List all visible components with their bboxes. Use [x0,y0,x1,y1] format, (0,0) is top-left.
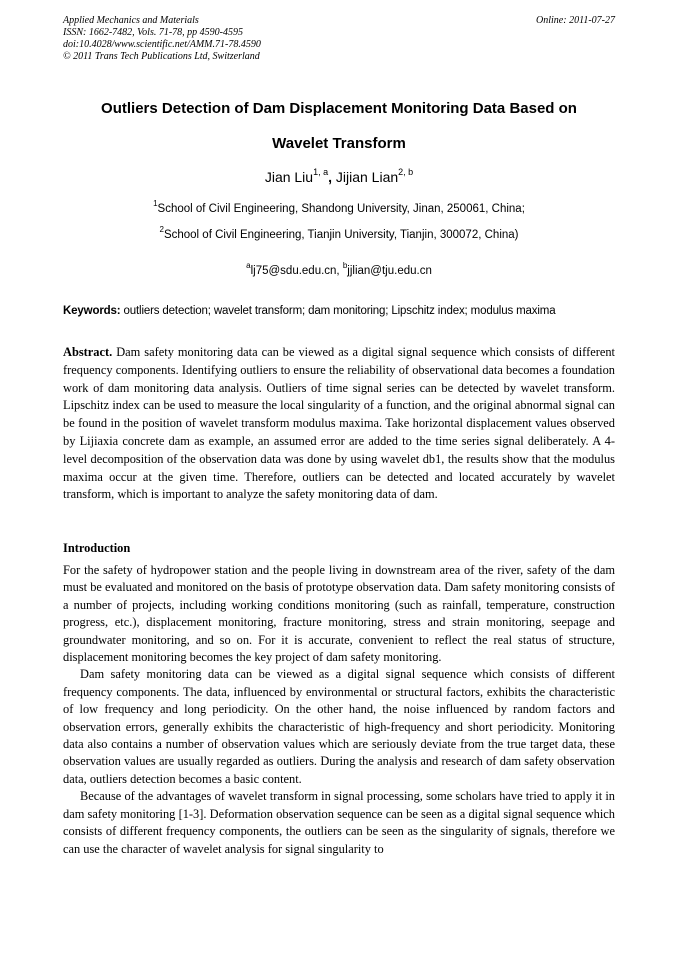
paper-title [63,91,615,161]
abstract [63,344,615,504]
author-1-superscript: 1, a [313,167,329,178]
keywords [63,304,615,319]
introduction-paragraph-2: Dam safety monitoring data can be viewed as a digital signal sequence which consists of different frequency components. The data, influenced by environmental or structural factors, exhibits the characteristic of low frequency and long periodicity. On the other hand, the noise influenced by random factors and observation errors, generally exhibits the characteristic of high-frequency and short periodicity. Monitoring data also contains a number of observation values which are seriously deviate from the true target data, these observation values are usually regarded as outliers. During the analysis and research of dam safety observation data, outliers detection becomes a basic content. [63,667,615,786]
title-line-1: Outliers Detection of Dam Displacement Monitoring Data Based on [101,100,577,117]
email-a-superscript: a [246,261,251,271]
journal-name: Applied Mechanics and Materials [63,15,199,26]
abstract-text: Dam safety monitoring data can be viewed as a digital signal sequence which consists of different frequency components. Identifying outliers to ensure the reliability of observational data becomes a foundation work of dam monitoring data analysis. Outliers of time signal series can be detected by wavelet transform. Lipschitz index can be used to measure the local singularity of a function, and the original abnormal signal can be found in the position of wavelet transform modulus maxima. Take horizontal displacement values observed by Lijiaxia concrete dam as example, an assumed error are added to the time series signal deliberately. A 4-level decomposition of the observation data was done by using wavelet db1, the results show that the modulus maxima occur at the given time. Therefore, outliers can be detected and located accurately by wavelet transform, which is important to analyze the safety monitoring data of dam. [63,345,615,502]
issn-line: ISSN: 1662-7482, Vols. 71-78, pp 4590-4595 [63,27,243,38]
author-1-name: Jian Liu [264,169,314,185]
journal-header [63,15,261,63]
author-2-name: Jijian Lian [335,169,399,185]
introduction-paragraph-3: Because of the advantages of wavelet transform in signal processing, some scholars have tried to apply it in dam safety monitoring [1-3]. Deformation observation sequence can be seen as a digital signal sequence which consists of different frequency components, the outliers can be seen as the singularity of signals, therefore we can use the character of wavelet analysis for signal singularity to [63,789,615,856]
email-b: jjlian@tju.edu.cn [347,265,432,277]
email-a: lj75@sdu.edu.cn, [250,265,340,277]
introduction-body [63,562,615,858]
email-line [63,261,615,279]
author-separator: , [328,169,332,185]
affiliation-2 [63,225,615,243]
email-b-superscript: b [342,261,348,271]
author-list [63,167,615,187]
introduction-paragraph-1: For the safety of hydropower station and the people living in downstream area of the river, safety of the dam must be evaluated and monitored on the basis of prototype observation data. Dam safety monitoring consists of a number of projects, including working conditions monitoring (such as rainfall, temperature, construction progress, etc.), displacement monitoring, fracture monitoring, stress and strain monitoring, seepage and groundwater monitoring, and so on. For it is accurate, convenient to reflect the real status of structure, displacement monitoring becomes the key project of dam safety monitoring. [63,563,615,665]
affiliation-1-text: School of Civil Engineering, Shandong University, Jinan, 250061, China; [157,203,525,215]
affiliation-1-superscript: 1 [153,199,158,209]
introduction-heading: Introduction [63,541,131,555]
title-line-2: Wavelet Transform [272,135,406,152]
doi-line: doi:10.4028/www.scientific.net/AMM.71-78.4590 [63,39,261,50]
copyright-line: © 2011 Trans Tech Publications Ltd, Switzerland [63,51,260,62]
author-2-superscript: 2, b [398,167,414,178]
keywords-label: Keywords: [63,305,121,317]
affiliation-2-superscript: 2 [159,225,164,235]
abstract-label: Abstract. [63,345,113,359]
online-date: Online: 2011-07-27 [536,15,615,26]
affiliation-1 [63,199,615,217]
affiliation-2-text: School of Civil Engineering, Tianjin University, Tianjin, 300072, China) [163,229,519,241]
keywords-text: outliers detection; wavelet transform; dam monitoring; Lipschitz index; modulus maxima [123,305,556,317]
